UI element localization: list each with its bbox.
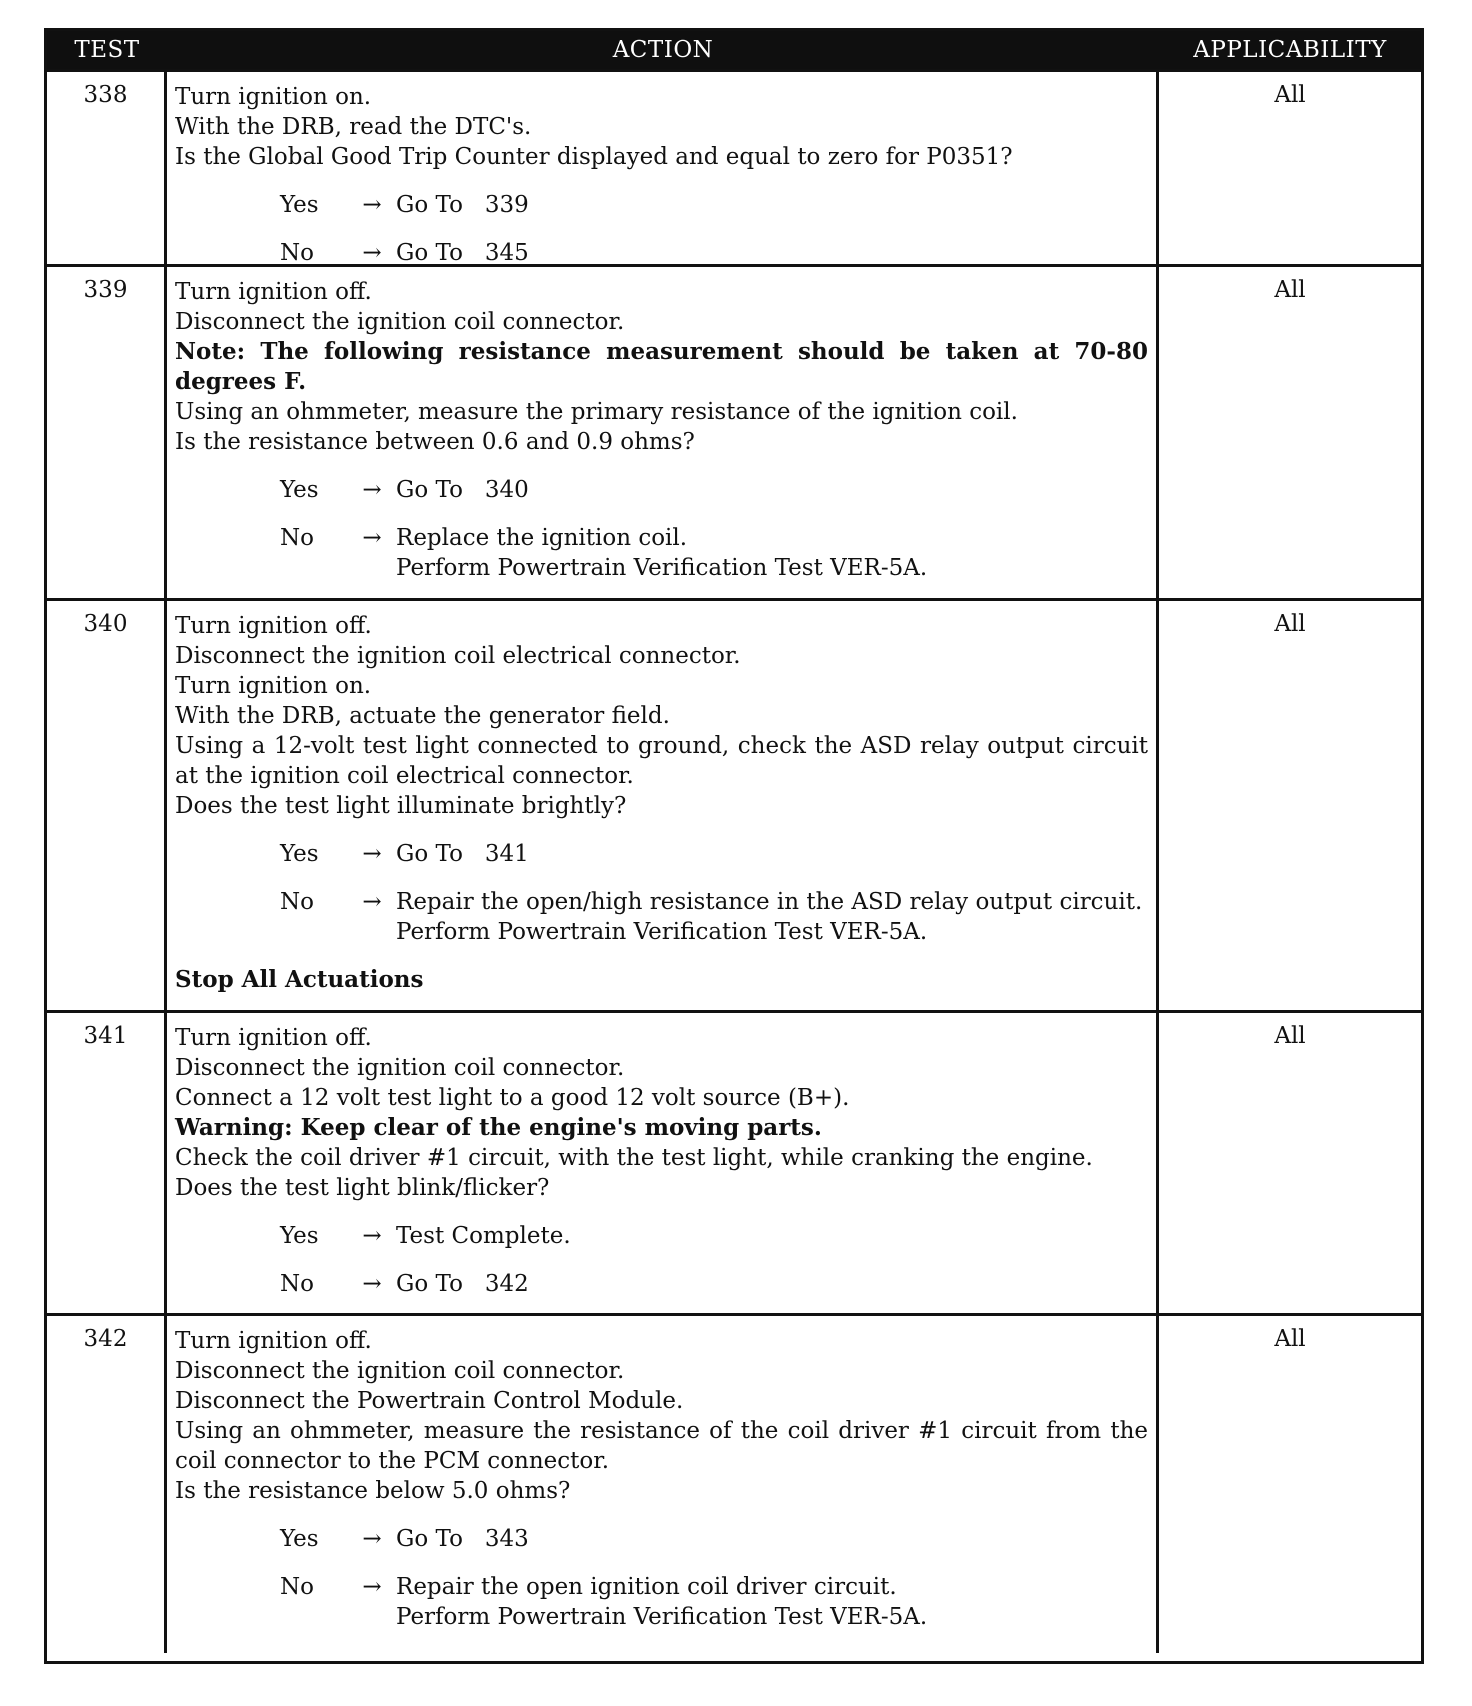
branch-yes bbox=[280, 190, 1148, 220]
branch-yes bbox=[280, 1221, 1148, 1251]
action-line: Does the test light illuminate brightly? bbox=[175, 793, 627, 819]
arrow-icon: → bbox=[362, 525, 382, 551]
action-line: Is the resistance between 0.6 and 0.9 ohms? bbox=[175, 429, 695, 455]
action-line: Connect a 12 volt test light to a good 12 volt source (B+). bbox=[175, 1085, 850, 1111]
branch-result: Replace the ignition coil. Perform Powertrain Verification Test VER-5A. bbox=[396, 525, 928, 581]
applicability-cell: All bbox=[1274, 277, 1306, 303]
branch-yes bbox=[280, 475, 1148, 505]
note-text: Note: The following resistance measurement should be taken at 70-80 degrees F. bbox=[175, 338, 1148, 395]
answer-label: No bbox=[280, 1271, 314, 1297]
action-line: Is the resistance below 5.0 ohms? bbox=[175, 1478, 571, 1504]
applicability-cell: All bbox=[1274, 1326, 1306, 1352]
arrow-icon: → bbox=[362, 192, 382, 218]
action-line: Disconnect the ignition coil connector. bbox=[175, 1358, 625, 1384]
answer-label: No bbox=[280, 525, 314, 551]
action-line: With the DRB, actuate the generator field. bbox=[175, 703, 670, 729]
warning-text: Warning: Keep clear of the engine's moving parts. bbox=[175, 1114, 822, 1141]
action-line: Turn ignition off. bbox=[175, 1328, 372, 1354]
action-cell bbox=[167, 1013, 1159, 1313]
branch-result: Go To 339 bbox=[396, 192, 529, 218]
branch-result: Repair the open ignition coil driver circuit. Perform Powertrain Verification Test VER-5A. bbox=[396, 1574, 928, 1630]
branch-result: Repair the open/high resistance in the ASD relay output circuit. Perform Powertrain Verification Test VER-5A. bbox=[396, 889, 1143, 945]
answer-label: Yes bbox=[280, 1223, 319, 1249]
answer-label: Yes bbox=[280, 192, 319, 218]
arrow-icon: → bbox=[362, 841, 382, 867]
action-line: Disconnect the Powertrain Control Module. bbox=[175, 1388, 684, 1414]
test-number: 340 bbox=[47, 601, 167, 1010]
answer-label: No bbox=[280, 889, 314, 915]
arrow-icon: → bbox=[362, 1271, 382, 1297]
action-cell bbox=[167, 267, 1159, 598]
table-row bbox=[47, 1010, 1421, 1313]
action-line: Using an ohmmeter, measure the primary resistance of the ignition coil. bbox=[175, 399, 1018, 425]
answer-label: Yes bbox=[280, 1526, 319, 1552]
diagnostic-test-table bbox=[44, 28, 1424, 1664]
branch-no bbox=[280, 887, 1148, 947]
action-line: Disconnect the ignition coil electrical connector. bbox=[175, 643, 741, 669]
branch-no bbox=[280, 238, 1148, 268]
action-line: Using a 12-volt test light connected to ground, check the ASD relay output circuit at the ignition coil electrical connector. bbox=[175, 733, 1148, 789]
branch-result: Go To 343 bbox=[396, 1526, 529, 1552]
table-row bbox=[47, 598, 1421, 1010]
action-line: Disconnect the ignition coil connector. bbox=[175, 1055, 625, 1081]
action-cell bbox=[167, 601, 1159, 1010]
action-cell bbox=[167, 72, 1159, 264]
action-line: Turn ignition on. bbox=[175, 84, 372, 110]
answer-label: Yes bbox=[280, 477, 319, 503]
arrow-icon: → bbox=[362, 1223, 382, 1249]
action-line: Turn ignition off. bbox=[175, 279, 372, 305]
action-line: Turn ignition on. bbox=[175, 673, 372, 699]
applicability-cell: All bbox=[1274, 82, 1306, 108]
branch-no bbox=[280, 1572, 1148, 1632]
answer-label: No bbox=[280, 1574, 314, 1600]
branch-no bbox=[280, 1269, 1148, 1299]
branch-result: Go To 345 bbox=[396, 240, 529, 266]
test-number: 338 bbox=[47, 72, 167, 264]
applicability-cell: All bbox=[1274, 1023, 1306, 1049]
arrow-icon: → bbox=[362, 240, 382, 266]
arrow-icon: → bbox=[362, 477, 382, 503]
branch-no bbox=[280, 523, 1148, 583]
branch-result: Go To 341 bbox=[396, 841, 529, 867]
table-row bbox=[47, 1313, 1421, 1653]
branch-result: Go To 342 bbox=[396, 1271, 529, 1297]
action-line: Using an ohmmeter, measure the resistance of the coil driver #1 circuit from the coil connector to the PCM connector. bbox=[175, 1418, 1148, 1474]
test-number: 341 bbox=[47, 1013, 167, 1313]
header-action: ACTION bbox=[612, 37, 714, 63]
header-applicability: APPLICABILITY bbox=[1193, 37, 1387, 63]
arrow-icon: → bbox=[362, 1526, 382, 1552]
branch-yes bbox=[280, 839, 1148, 869]
action-line: Turn ignition off. bbox=[175, 613, 372, 639]
arrow-icon: → bbox=[362, 1574, 382, 1600]
branch-result: Go To 340 bbox=[396, 477, 529, 503]
branch-result: Test Complete. bbox=[396, 1223, 571, 1249]
test-number: 339 bbox=[47, 267, 167, 598]
test-number: 342 bbox=[47, 1316, 167, 1653]
action-line: Is the Global Good Trip Counter displayed and equal to zero for P0351? bbox=[175, 144, 1013, 170]
table-row bbox=[47, 69, 1421, 264]
action-line: Turn ignition off. bbox=[175, 1025, 372, 1051]
table-header bbox=[47, 31, 1421, 69]
header-test: TEST bbox=[74, 37, 140, 63]
action-cell bbox=[167, 1316, 1159, 1653]
action-line: With the DRB, read the DTC's. bbox=[175, 114, 532, 140]
stop-actuations-text: Stop All Actuations bbox=[175, 966, 424, 993]
branch-yes bbox=[280, 1524, 1148, 1554]
applicability-cell: All bbox=[1274, 611, 1306, 637]
action-line: Disconnect the ignition coil connector. bbox=[175, 309, 625, 335]
arrow-icon: → bbox=[362, 889, 382, 915]
action-line: Check the coil driver #1 circuit, with the test light, while cranking the engine. bbox=[175, 1145, 1093, 1171]
answer-label: Yes bbox=[280, 841, 319, 867]
action-line: Does the test light blink/flicker? bbox=[175, 1175, 550, 1201]
table-row bbox=[47, 264, 1421, 598]
answer-label: No bbox=[280, 240, 314, 266]
